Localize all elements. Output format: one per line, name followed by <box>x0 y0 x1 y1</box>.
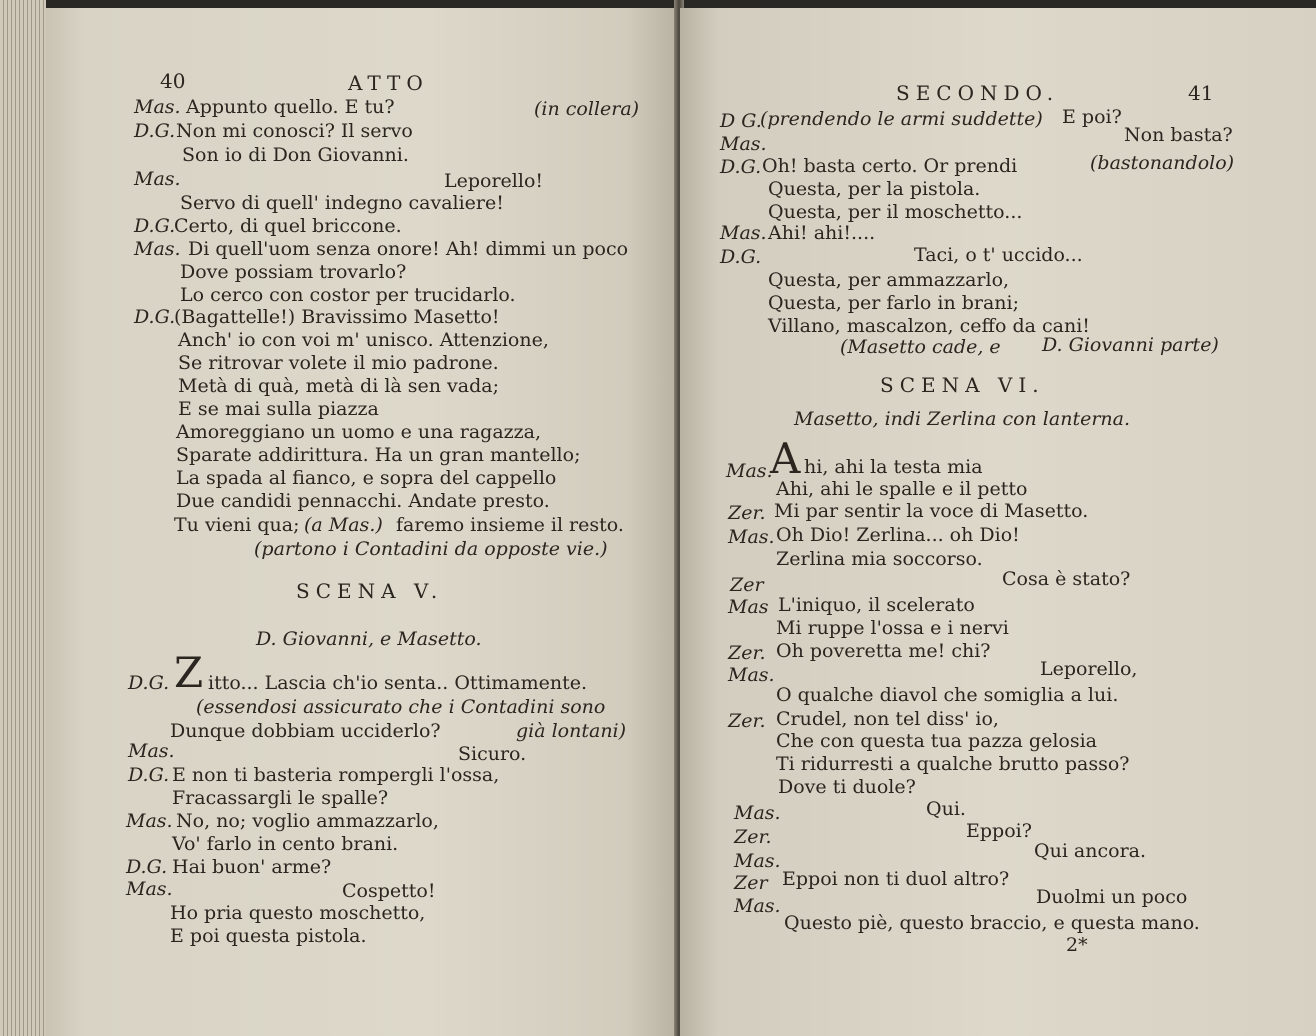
verse-line: Oh poveretta me! chi? <box>776 640 991 662</box>
speaker: Mas. <box>720 222 767 244</box>
verse-line: No, no; voglio ammazzarlo, <box>176 810 439 832</box>
verse-line: Ti ridurresti a qualche brutto passo? <box>776 753 1130 775</box>
speaker: Mas. <box>134 96 181 118</box>
stage-direction: (prendendo le armi suddette) <box>760 108 1043 130</box>
speaker: Mas. <box>126 810 173 832</box>
verse-line: Qui ancora. <box>1034 840 1147 862</box>
speaker: D.G. <box>720 156 762 178</box>
verse-line: Appunto quello. E tu? <box>186 96 395 118</box>
scene-persons: Masetto, indi Zerlina con lanterna. <box>794 408 1131 430</box>
verse-line: Non basta? <box>1124 124 1233 146</box>
verse-line: Oh Dio! Zerlina... oh Dio! <box>776 524 1020 546</box>
scene-persons: D. Giovanni, e Masetto. <box>256 628 482 650</box>
verse-line: Tu vieni qua; <box>174 514 300 536</box>
stage-direction: D. Giovanni parte) <box>1042 334 1219 356</box>
right-page <box>680 8 1316 1036</box>
scene-title: SCENA V. <box>296 579 444 603</box>
stage-direction: (essendosi assicurato che i Contadini sono <box>196 696 606 718</box>
speaker: D.G. <box>134 306 176 328</box>
stage-direction: già lontani) <box>516 720 627 742</box>
verse-line: Di quell'uom senza onore! Ah! dimmi un poco <box>188 238 629 260</box>
speaker: Zer <box>734 872 768 894</box>
verse-line: O qualche diavol che somiglia a lui. <box>776 684 1119 706</box>
verse-line: Se ritrovar volete il mio padrone. <box>178 352 499 374</box>
verse-line: itto... Lascia ch'io senta.. Ottimamente. <box>208 672 588 694</box>
speaker: Zer. <box>728 642 766 664</box>
drop-capital: A <box>770 434 801 483</box>
speaker: Mas. <box>134 238 181 260</box>
verse-line: Che con questa tua pazza gelosia <box>776 730 1098 752</box>
verse-line: Questa, per il moschetto... <box>768 201 1023 223</box>
verse-line: Son io di Don Giovanni. <box>182 144 409 166</box>
verse-line: E poi? <box>1062 106 1122 128</box>
speaker: D G. <box>720 110 762 132</box>
verse-line: La spada al fianco, e sopra del cappello <box>176 467 557 489</box>
verse-line: Metà di quà, metà di là sen vada; <box>178 375 499 397</box>
stage-direction: (partono i Contadini da opposte vie.) <box>254 538 608 560</box>
speaker: Mas. <box>734 895 781 917</box>
verse-line: Crudel, non tel diss' io, <box>776 708 999 730</box>
verse-line: Cosa è stato? <box>1002 568 1131 590</box>
verse-line: Hai buon' arme? <box>172 856 332 878</box>
verse-line: Eppoi? <box>966 820 1032 842</box>
verse-line: Taci, o t' uccido... <box>914 244 1083 266</box>
verse-line: Dunque dobbiam ucciderlo? <box>170 720 441 742</box>
verse-line: Eppoi non ti duol altro? <box>782 868 1010 890</box>
verse-line: Duolmi un poco <box>1036 886 1188 908</box>
verse-line: Leporello, <box>1040 658 1138 680</box>
verse-line: Mi par sentir la voce di Masetto. <box>774 500 1089 522</box>
verse-line: Certo, di quel briccone. <box>174 215 402 237</box>
verse-line: Questo piè, questo braccio, e questa mano. <box>784 912 1200 934</box>
verse-line: Due candidi pennacchi. Andate presto. <box>176 490 550 512</box>
speaker: Mas. <box>720 133 767 155</box>
speaker: D.G. <box>128 672 170 694</box>
verse-line: Leporello! <box>444 170 544 192</box>
speaker: Mas. <box>734 850 781 872</box>
page-number: 41 <box>1188 81 1214 105</box>
verse-line: E non ti basteria rompergli l'ossa, <box>172 764 500 786</box>
speaker: D.G. <box>720 246 762 268</box>
speaker: Zer. <box>728 502 766 524</box>
verse-line: Dove possiam trovarlo? <box>180 261 407 283</box>
verse-line: Questa, per farlo in brani; <box>768 292 1020 314</box>
verse-line: Mi ruppe l'ossa e i nervi <box>776 617 1009 639</box>
verse-line: (Bagattelle!) Bravissimo Masetto! <box>174 306 500 328</box>
speaker: Zer. <box>728 710 766 732</box>
stage-direction: (bastonandolo) <box>1090 152 1235 174</box>
verse-line: L'iniquo, il scelerato <box>778 594 975 616</box>
drop-capital: Z <box>174 648 204 697</box>
speaker: Zer <box>730 574 764 596</box>
speaker: Mas. <box>734 802 781 824</box>
speaker: Mas <box>728 596 769 618</box>
verse-line: Sparate addirittura. Ha un gran mantello; <box>176 444 581 466</box>
verse-line: Cospetto! <box>342 880 436 902</box>
page-edges <box>0 0 46 1036</box>
verse-line: Ahi! ahi!.... <box>768 222 876 244</box>
stage-direction: (Masetto cade, e <box>840 336 1001 358</box>
scene-title: SCENA VI. <box>880 373 1045 397</box>
verse-line: Non mi conosci? Il servo <box>176 120 413 142</box>
verse-line: Servo di quell' indegno cavaliere! <box>180 192 504 214</box>
verse-line: Vo' farlo in cento brani. <box>172 833 399 855</box>
verse-line: Questa, per la pistola. <box>768 178 981 200</box>
speaker: Mas. <box>126 878 173 900</box>
verse-line: Lo cerco con costor per trucidarlo. <box>180 284 516 306</box>
running-header: ATTO <box>348 71 429 95</box>
verse-line: hi, ahi la testa mia <box>804 456 983 478</box>
verse-line: E poi questa pistola. <box>170 925 367 947</box>
page-number: 40 <box>160 69 186 93</box>
speaker: D.G. <box>134 120 176 142</box>
signature-mark: 2* <box>1066 934 1088 956</box>
speaker: Mas. <box>134 168 181 190</box>
verse-line: E se mai sulla piazza <box>178 398 379 420</box>
speaker: Mas. <box>128 740 175 762</box>
speaker: Zer. <box>734 826 772 848</box>
verse-line: Oh! basta certo. Or prendi <box>762 155 1018 177</box>
verse-line: Fracassargli le spalle? <box>172 787 389 809</box>
verse-line: Anch' io con voi m' unisco. Attenzione, <box>178 329 549 351</box>
verse-line: Villano, mascalzon, ceffo da cani! <box>768 315 1090 337</box>
verse-line: Qui. <box>926 798 966 820</box>
verse-line: Dove ti duole? <box>778 776 916 798</box>
stage-direction: (in collera) <box>534 98 640 120</box>
verse-line: Sicuro. <box>458 743 527 765</box>
speaker: D.G. <box>126 856 168 878</box>
speaker: D.G. <box>128 764 170 786</box>
verse-line: Zerlina mia soccorso. <box>776 548 983 570</box>
speaker: Mas. <box>728 664 775 686</box>
stage-direction: (a Mas.) <box>304 514 383 536</box>
running-header: SECONDO. <box>896 81 1060 105</box>
speaker: Mas. <box>728 526 775 548</box>
speaker: Mas. <box>726 460 773 482</box>
speaker: D.G. <box>134 215 176 237</box>
verse-line: Questa, per ammazzarlo, <box>768 269 1010 291</box>
verse-line: Amoreggiano un uomo e una ragazza, <box>176 421 542 443</box>
verse-line: faremo insieme il resto. <box>396 514 624 536</box>
verse-line: Ahi, ahi le spalle e il petto <box>776 478 1028 500</box>
verse-line: Ho pria questo moschetto, <box>170 902 426 924</box>
left-page <box>46 8 676 1036</box>
